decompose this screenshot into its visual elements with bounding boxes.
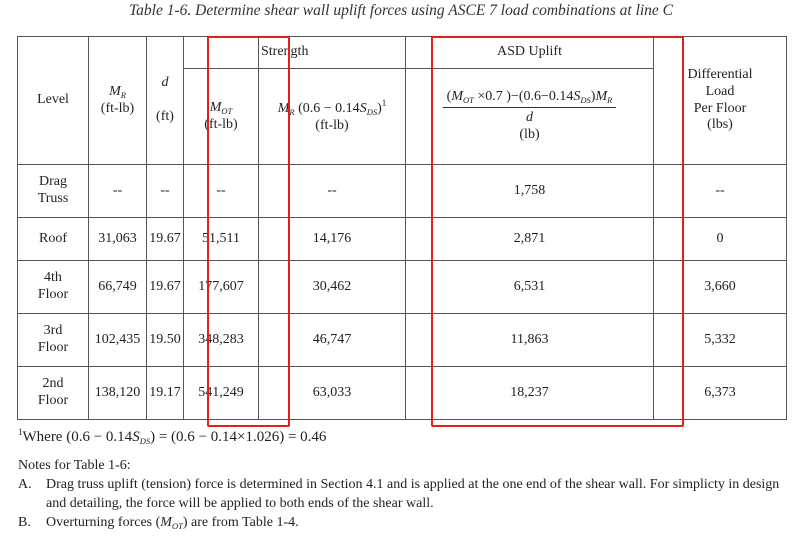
table-notes xyxy=(18,456,788,536)
table-row xyxy=(18,314,787,367)
note-item: A. Drag truss uplift (tension) force is determined in Section 4.1 and is applied at the one end of the shear wall. For simplicty in design and detailing, the force will be applied to both ends of the shear wall. xyxy=(18,477,780,511)
cell-mot: 541,249 xyxy=(184,367,259,420)
cell-mr: 31,063 xyxy=(89,218,147,261)
cell-asd: 6,531 xyxy=(406,261,654,314)
header-asd-group: ASD Uplift xyxy=(406,37,654,69)
cell-mr: 66,749 xyxy=(89,261,147,314)
cell-diff: 0 xyxy=(654,218,787,261)
cell-mot: 177,607 xyxy=(184,261,259,314)
cell-mot: 348,283 xyxy=(184,314,259,367)
cell-diff: 5,332 xyxy=(654,314,787,367)
cell-strength: 63,033 xyxy=(259,367,406,420)
cell-asd: 2,871 xyxy=(406,218,654,261)
cell-mot: 51,511 xyxy=(184,218,259,261)
header-mot-group xyxy=(184,37,259,69)
header-differential: Differential Load Per Floor (lbs) xyxy=(654,37,787,165)
table-row xyxy=(18,367,787,420)
cell-asd: 1,758 xyxy=(406,165,654,218)
header-row-groups xyxy=(18,37,787,69)
cell-level: 4th Floor xyxy=(18,261,89,314)
header-asd-formula: $\frac{(M_{OT} \times 0.7 )-(0.6-0.14S_{DS})M_R}{d}$ (lb) xyxy=(406,69,654,165)
header-strength-group: Strength xyxy=(259,37,406,69)
table-caption: Table 1-6. Determine shear wall uplift forces using ASCE 7 load combinations at line C xyxy=(128,2,674,19)
note-item: B. Overturning forces $(M_{OT})$ are from Table 1-4. xyxy=(18,515,299,531)
cell-level: 3rd Floor xyxy=(18,314,89,367)
cell-d: 19.67 xyxy=(147,261,184,314)
table-row xyxy=(18,218,787,261)
cell-level: Drag Truss xyxy=(18,165,89,218)
table-row xyxy=(18,165,787,218)
cell-d: 19.50 xyxy=(147,314,184,367)
cell-strength: 14,176 xyxy=(259,218,406,261)
cell-diff: 3,660 xyxy=(654,261,787,314)
cell-strength: -- xyxy=(259,165,406,218)
cell-level: Roof xyxy=(18,218,89,261)
cell-mr: 138,120 xyxy=(89,367,147,420)
header-d: d (ft) xyxy=(147,37,184,165)
cell-mr: -- xyxy=(89,165,147,218)
header-level: Level xyxy=(18,37,89,165)
cell-asd: 18,237 xyxy=(406,367,654,420)
uplift-table xyxy=(17,36,787,420)
cell-diff: -- xyxy=(654,165,787,218)
header-mr: $M_R$ (ft-lb) xyxy=(89,37,147,165)
header-strength-formula: $M_R$ $(0.6 - 0.14S_{DS})^1$ (ft-lb) xyxy=(259,69,406,165)
cell-strength: 30,462 xyxy=(259,261,406,314)
cell-mot: -- xyxy=(184,165,259,218)
cell-diff: 6,373 xyxy=(654,367,787,420)
cell-d: 19.17 xyxy=(147,367,184,420)
header-mot: $M_{OT}$ (ft-lb) xyxy=(184,69,259,165)
cell-level: 2nd Floor xyxy=(18,367,89,420)
cell-mr: 102,435 xyxy=(89,314,147,367)
cell-asd: 11,863 xyxy=(406,314,654,367)
footnote: $^1$Where $(0.6 - 0.14S_{DS}) = (0.6 - 0.14\times 1.026) = 0.46$ xyxy=(18,427,327,446)
table-row xyxy=(18,261,787,314)
cell-strength: 46,747 xyxy=(259,314,406,367)
cell-d: -- xyxy=(147,165,184,218)
notes-title: Notes for Table 1-6: xyxy=(18,458,131,473)
cell-d: 19.67 xyxy=(147,218,184,261)
